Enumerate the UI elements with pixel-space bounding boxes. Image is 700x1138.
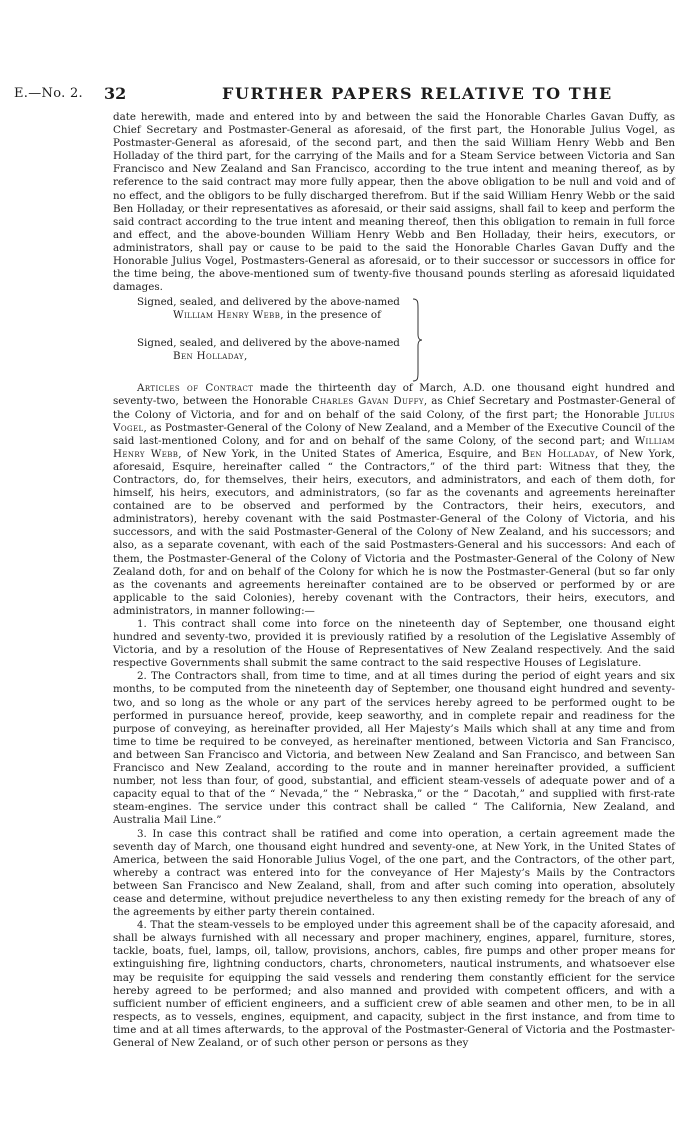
clause-2: 2. The Contractors shall, from time to time, and at all times during the period of eight years and six months, to be computed from the nineteenth day of September, one thousand eight hundred and seventy-two, and so long as the whole or any part of the services hereby agreed to be performed ought to be performed in pursuance hereof, provide, keep seaworthy, and in complete repair and readiness for the purpose of conveying, as hereinafter provided, all Her Majesty’s Mails which shall at any time and from time to time be required to be conveyed, as hereinafter mentioned, between Victoria and San Francisco, and between San Francisco and Victoria, and between New Zealand and San Francisco, and between San Francisco and New Zealand, according to the route and in manner hereinafter provided, a sufficient number, not less than four, of good, substantial, and efficient steam-vessels of adequate power and of a capacity equal to that of the “ Nevada,” the “ Nebraska,” or the “ Dacotah,” and supplied with first-rate steam-engines. The service under this contract shall be called “ The California, New Zealand, and Australia Mail Line.” [113, 670, 675, 827]
signatory-webb [173, 309, 381, 322]
articles-text-2: , as Chief Secretary and Postmaster-General of the Colony of Victoria, and for and on behalf of the said Colony, of the first part; the Honorable [113, 395, 675, 421]
articles-text-4: , of New York, in the United States of America, Esquire, and [178, 447, 522, 460]
signatory-holladay [173, 350, 247, 363]
signature-line-1: Signed, sealed, and delivered by the above-named [137, 296, 400, 309]
running-title: FURTHER PAPERS RELATIVE TO THE [222, 84, 613, 103]
signature-brace-icon [411, 298, 423, 382]
clause-3: 3. In case this contract shall be ratified and come into operation, a certain agreement made the seventh day of March, one thousand eight hundred and seventy-one, at New York, in the United States of America, between the said Honorable Julius Vogel, of the one part, and the Contractors, of the other part, whereby a contract was entered into for the conveyance of Her Majesty’s Mails by the Contractors between San Francisco and New Zealand, shall, from and after such coming into operation, absolutely cease and determine, without prejudice nevertheless to any then existing remedy for the breach of any of the agreements by either party therein contained. [113, 827, 675, 919]
party-holladay: Ben Holladay [521, 447, 595, 460]
document-reference: E.—No. 2. [14, 86, 83, 101]
signature-line-2: Signed, sealed, and delivered by the above-named [137, 337, 400, 350]
clause-1: 1. This contract shall come into force on the nineteenth day of September, one thousand eight hundred and seventy-two, provided it is previously ratified by a resolution of the Legislative Assembly of Victoria, and by a resolution of the House of Representatives of New Zealand respectively. And the said respective Governments shall submit the same contract to the said respective Houses of Legislature. [113, 618, 675, 670]
page-number: 32 [104, 84, 127, 103]
signatory-webb-name: William Henry Webb [173, 309, 281, 322]
signatory-webb-suffix: , in the presence of [280, 309, 381, 322]
articles-text-1: made the thirteenth day of March, A.D. one thousand eight hundred and seventy-two, between the Honorable [113, 382, 675, 408]
page-body [113, 111, 675, 1050]
bond-paragraph: date herewith, made and entered into by and between the said the Honorable Charles Gavan Duffy, as Chief Secretary and Postmaster-General as aforesaid, of the first part, the Honorable Julius Vogel, as Postmaster-General as aforesaid, of the second part, and then the said William Henry Webb and Ben Holladay of the third part, for the carrying of the Mails and for a Steam Service between Victoria and San Francisco and New Zealand and San Francisco, according to the true intent and meaning thereof, as by reference to the said contract may more fully appear, then the above obligation to be null and void and of no effect, and the obligors to be fully discharged therefrom. But if the said William Henry Webb or the said Ben Holladay, or their representatives as aforesaid, or their said assigns, shall fail to keep and perform the said contract according to the true intent and meaning thereof, then this obligation to remain in full force and effect, and the above-bounden William Henry Webb and Ben Holladay, their heirs, executors, or administrators, shall pay or cause to be paid to the said the Honorable Charles Gavan Duffy and the Honorable Julius Vogel, Postmasters-General as aforesaid, or to their successor or successors in office for the time being, the above-mentioned sum of twenty-five thousand pounds sterling as aforesaid liquidated damages. [113, 111, 675, 294]
party-duffy: Charles Gavan Duffy [311, 395, 424, 408]
articles-heading: Articles of Contract [137, 382, 254, 395]
signatory-holladay-name: Ben Holladay [173, 350, 244, 363]
page-header [0, 84, 700, 104]
signatory-holladay-suffix: , [243, 350, 248, 363]
signature-block [113, 296, 675, 382]
clause-list [113, 618, 675, 1050]
clause-4: 4. That the steam-vessels to be employed under this agreement shall be of the capacity aforesaid, and shall be always furnished with all necessary and proper machinery, engines, apparel, furniture, stores, tackle, boats, fuel, lamps, oil, tallow, provisions, anchors, cables, fire pumps and other proper means for extinguishing fire, lightning conductors, charts, chronometers, nautical instruments, and whatsoever else may be requisite for equipping the said vessels and rendering them constantly efficient for the service hereby agreed to be performed; and also manned and provided with competent officers, and with a sufficient number of efficient engineers, and a sufficient crew of able seamen and other men, to be in all respects, as to vessels, engines, equipment, and capacity, subject in the first instance, and from time to time and at all times afterwards, to the approval of the Postmaster-General of Victoria and the Postmaster-General of New Zealand, or of such other person or persons as they [113, 919, 675, 1049]
party-webb: William Henry Webb [113, 434, 675, 460]
party-vogel: Julius Vogel [113, 408, 675, 434]
articles-text-5: , of New York, aforesaid, Esquire, hereinafter called “ the Contractors,” of the third part: Witness that they, the Contractors, do, for themselves, their heirs, executors, and administrators, and each of them doth, for himself, his heirs, executors, and administrators, (so far as the covenants and agreements hereinafter contained are to be observed and performed by the Contractors, their heirs, executors, and administrators), hereby covenant with the said Postmaster-General of the Colony of Victoria, and his successors, and with the said Postmaster-General of the Colony of New Zealand, and his successors; and also, as a separate covenant, with each of the said Postmasters-General and his successors: And each of them, the Postmaster-General of the Colony of Victoria and the Postmaster-General of the Colony of New Zealand doth, for and on behalf of the Colony for which he is now the Postmaster-General (but so far only as the covenants and agreements hereinafter contained are to be observed or performed by or are applicable to the said Colonies), hereby covenant with the Contractors, their heirs, executors, and administrators, in manner following:— [113, 447, 675, 617]
articles-paragraph [113, 382, 675, 618]
articles-text-3: , as Postmaster-General of the Colony of New Zealand, and a Member of the Executive Council of the said last-mentioned Colony, and for and on behalf of the same Colony, of the second part; and [113, 421, 675, 447]
